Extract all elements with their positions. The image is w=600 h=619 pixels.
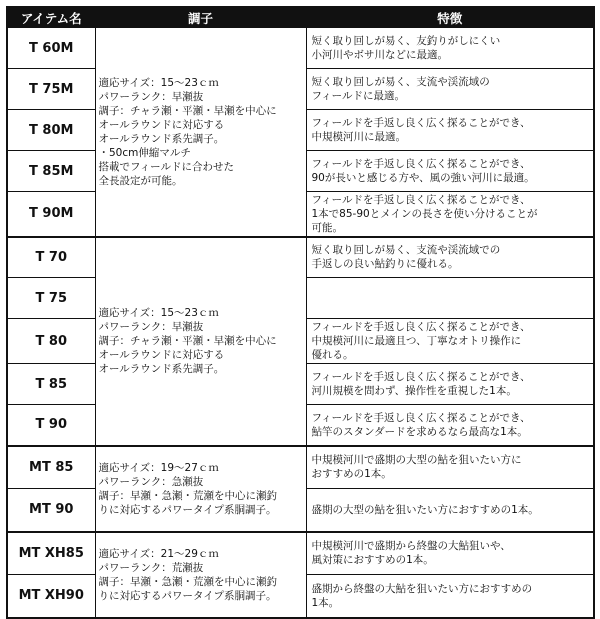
- feature-cell: [306, 69, 594, 110]
- item-name: T 85: [7, 364, 95, 405]
- feature-line: 風対策におすすめの1本。: [311, 554, 434, 567]
- feature-cell: [306, 192, 594, 237]
- feature-line: 盛期から終盤の大鮎を狙いたい方におすすめの: [311, 582, 533, 595]
- feature-cell: [306, 446, 594, 489]
- table-row: [7, 237, 594, 278]
- header-chosi: 調子: [95, 7, 306, 28]
- chosi-line: パワーランク：早瀬抜: [98, 321, 204, 333]
- item-name: T 60M: [7, 28, 95, 69]
- feature-line: 優れる。: [311, 349, 354, 361]
- chosi-cell: [95, 532, 306, 618]
- chosi-line: 全長設定が可能。: [98, 174, 183, 187]
- chosi-line: りに対応するパワータイプ系胴調子。: [98, 589, 277, 602]
- feature-cell: [306, 28, 594, 69]
- chosi-line: オールラウンド系先調子。: [98, 363, 225, 375]
- item-name: T 80: [7, 319, 95, 364]
- feature-line: 1本で85-90とメインの長さを使い分けることが: [311, 207, 538, 220]
- item-name: T 85M: [7, 151, 95, 192]
- chosi-line: 適応サイズ：15〜23ｃｍ: [98, 76, 219, 89]
- chosi-line: 搭載でフィールドに合わせた: [98, 160, 234, 173]
- chosi-cell: [95, 28, 306, 237]
- chosi-line: オールラウンドに対応する: [98, 118, 225, 131]
- item-name: T 75: [7, 278, 95, 319]
- table-row: [7, 532, 594, 575]
- chosi-cell: [95, 446, 306, 532]
- feature-cell: [306, 532, 594, 575]
- feature-line: フィールドを手返し良く広く探ることができ、: [311, 117, 531, 129]
- feature-cell-empty: [306, 278, 594, 319]
- feature-line: 短く取り回しが易く、支流や渓流域の: [311, 76, 490, 88]
- feature-line: 手返しの良い鮎釣りに優れる。: [311, 258, 459, 271]
- header-features: 特徴: [306, 7, 594, 28]
- feature-line: おすすめの1本。: [311, 468, 392, 481]
- feature-cell: [306, 319, 594, 364]
- item-name: MT XH85: [7, 532, 95, 575]
- chosi-line: パワーランク：荒瀬抜: [98, 561, 204, 574]
- chosi-cell: [95, 237, 306, 446]
- chosi-line: オールラウンド系先調子。: [98, 132, 225, 145]
- feature-line: 短く取り回しが易く、支流や渓流域での: [311, 244, 501, 257]
- item-name: T 75M: [7, 69, 95, 110]
- feature-line: 90が長いと感じる方や、風の強い河川に最適。: [311, 172, 535, 184]
- feature-line: 河川規模を問わず、操作性を重視した1本。: [311, 385, 517, 397]
- chosi-line: パワーランク：急瀬抜: [98, 475, 204, 488]
- chosi-line: 調子：早瀬・急瀬・荒瀬を中心に瀬釣: [98, 575, 277, 588]
- feature-line: 中規模河川に最適且つ、丁寧なオトリ操作に: [311, 335, 522, 347]
- feature-line: 中規模河川に最適。: [311, 131, 406, 143]
- table-row: [7, 28, 594, 69]
- feature-cell: [306, 110, 594, 151]
- feature-cell: [306, 364, 594, 405]
- chosi-line: オールラウンドに対応する: [98, 349, 225, 361]
- feature-line: フィールドを手返し良く広く探ることができ、: [311, 321, 531, 333]
- feature-line: フィールドを手返し良く広く探ることができ、: [311, 193, 531, 206]
- header-row: [7, 7, 594, 28]
- feature-line: フィールドを手返し良く広く探ることができ、: [311, 158, 531, 170]
- chosi-line: 調子：チャラ瀬・平瀬・早瀬を中心に: [98, 104, 277, 117]
- item-name: T 90M: [7, 192, 95, 237]
- feature-line: フィールドを手返し良く広く探ることができ、: [311, 371, 531, 383]
- feature-line: 可能。: [311, 221, 343, 234]
- feature-cell: [306, 237, 594, 278]
- feature-line: 鮎竿のスタンダードを求めるなら最高な1本。: [311, 425, 528, 438]
- chosi-line: パワーランク：早瀬抜: [98, 90, 204, 103]
- feature-line: 盛期の大型の鮎を狙いたい方におすすめの1本。: [311, 503, 539, 516]
- chosi-line: りに対応するパワータイプ系胴調子。: [98, 503, 277, 516]
- feature-cell: [306, 575, 594, 618]
- feature-line: 小河川やボサ川などに最適。: [311, 49, 448, 61]
- feature-cell: [306, 405, 594, 446]
- feature-line: 中規模河川で盛期の大型の鮎を狙いたい方に: [311, 454, 522, 467]
- item-name: T 90: [7, 405, 95, 446]
- chosi-line: 適応サイズ：21〜29ｃｍ: [98, 547, 219, 560]
- item-name: T 70: [7, 237, 95, 278]
- item-name: T 80M: [7, 110, 95, 151]
- feature-line: フィールドに最適。: [311, 90, 405, 102]
- feature-cell: [306, 151, 594, 192]
- chosi-line: 調子：早瀬・急瀬・荒瀬を中心に瀬釣: [98, 489, 277, 502]
- feature-cell: [306, 489, 594, 532]
- table-row: [7, 446, 594, 489]
- chosi-line: ・50cm伸縮マルチ: [98, 146, 191, 159]
- chosi-line: 適応サイズ：19〜27ｃｍ: [98, 461, 219, 474]
- feature-line: 1本。: [311, 596, 340, 609]
- feature-line: 短く取り回しが易く、友釣りがしにくい: [311, 35, 501, 47]
- feature-line: 中規模河川で盛期から終盤の大鮎狙いや、: [311, 540, 511, 553]
- item-name: MT XH90: [7, 575, 95, 618]
- spec-table: [6, 6, 595, 619]
- feature-line: フィールドを手返し良く広く探ることができ、: [311, 411, 531, 424]
- chosi-line: 適応サイズ：15〜23ｃｍ: [98, 307, 219, 319]
- header-item-name: アイテム名: [7, 7, 95, 28]
- item-name: MT 85: [7, 446, 95, 489]
- item-name: MT 90: [7, 489, 95, 532]
- chosi-line: 調子：チャラ瀬・平瀬・早瀬を中心に: [98, 335, 277, 347]
